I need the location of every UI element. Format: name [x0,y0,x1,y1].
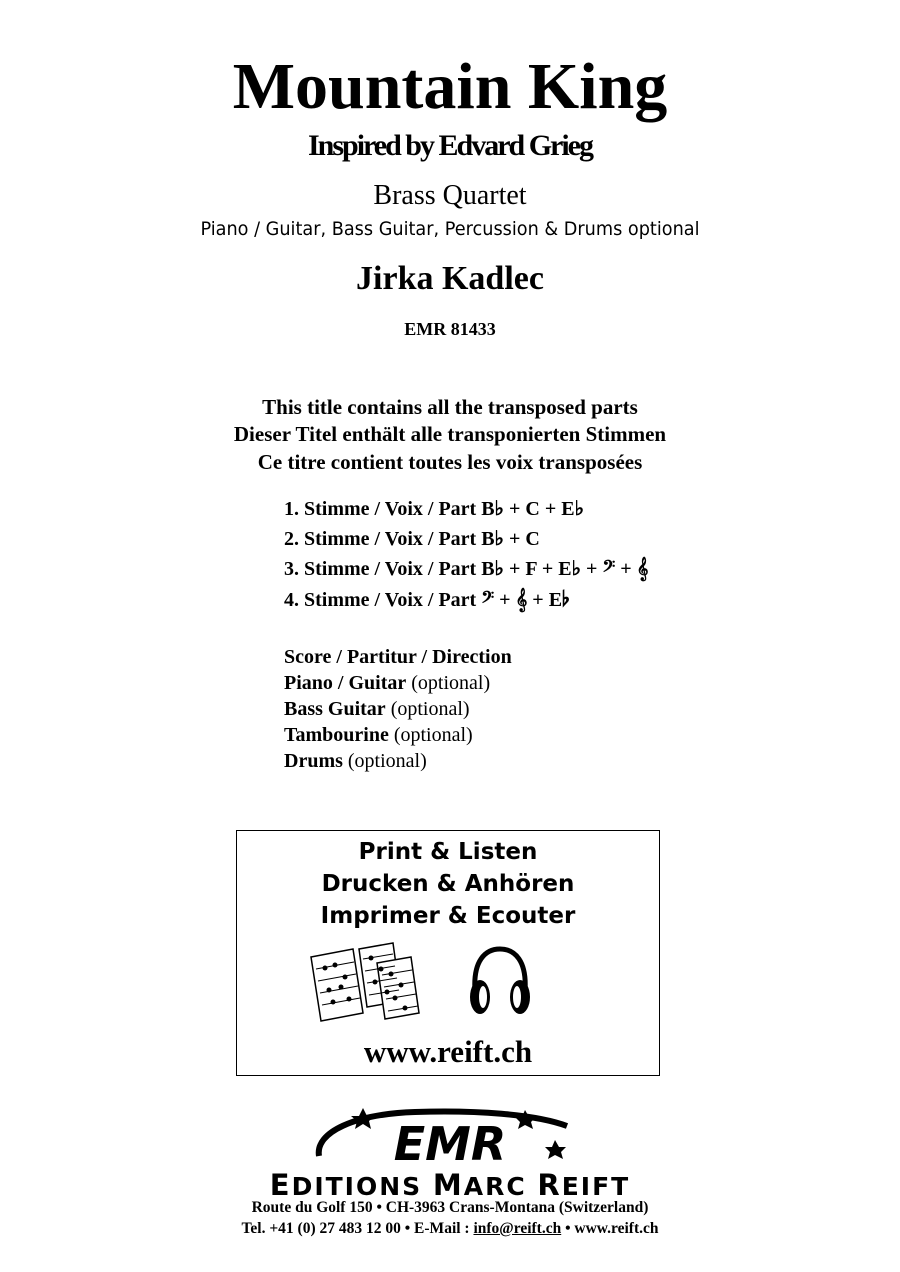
headphones-icon [467,943,533,1021]
part-2-prefix: 2. Stimme / Voix / Part [284,528,477,550]
publisher-address: Route du Golf 150 • CH-3963 Crans-Montana (Switzerland) [251,1199,649,1216]
publisher-contact [0,1219,900,1239]
ensemble: Brass Quartet [373,180,527,211]
content-piano-guitar-label: Piano / Guitar [284,672,407,694]
part-3-prefix: 3. Stimme / Voix / Part [284,558,477,580]
composer: Jirka Kadlec [356,260,544,297]
part-4-keys: 𝄢 + 𝄞 + E♭ [481,589,570,611]
page-title: Mountain King [232,50,668,123]
content-piano-guitar-note: (optional) [411,672,491,694]
part-2 [284,526,540,552]
content-drums-label: Drums [284,750,343,772]
publisher-name-ditions: DITIONS [291,1172,433,1201]
content-tambourine-note: (optional) [393,724,473,746]
publisher-name-eift: EIFT [561,1172,631,1201]
promo-url[interactable]: www.reift.ch [363,1034,533,1069]
content-drums-note: (optional) [347,750,427,772]
publisher-name-r: R [537,1168,562,1202]
part-1 [284,496,584,522]
subtitle: Inspired by Edvard Grieg [307,129,592,162]
emr-logo-text: EMR [393,1117,507,1170]
sheet-music-icon [307,941,422,1023]
content-bass-guitar-note: (optional) [390,698,470,720]
publisher-email-link[interactable]: info@reift.ch [473,1220,562,1237]
promo-line-french: Imprimer & Ecouter [320,903,576,929]
publisher-tel: Tel. +41 (0) 27 483 12 00 • E-Mail : [241,1220,470,1237]
content-tambourine [284,722,473,748]
publisher-name-m: M [432,1168,464,1202]
content-drums [284,748,427,774]
promo-line-english: Print & Listen [358,839,538,865]
content-tambourine-label: Tambourine [284,724,389,746]
part-4 [284,587,569,613]
part-4-prefix: 4. Stimme / Voix / Part [284,589,477,611]
publisher-name-arc: ARC [463,1172,538,1201]
part-1-keys: B♭ + C + E♭ [481,498,585,520]
part-1-prefix: 1. Stimme / Voix / Part [284,498,477,520]
publisher-web[interactable]: • www.reift.ch [565,1220,659,1237]
content-score-label: Score / Partitur / Direction [284,646,512,668]
content-bass-guitar [284,696,470,722]
content-piano-guitar [284,670,490,696]
part-3-keys: B♭ + F + E♭ + 𝄢 + 𝄞 [481,558,649,580]
notice-french: Ce titre contient toutes les voix transposées [257,450,643,474]
content-bass-guitar-label: Bass Guitar [284,698,386,720]
notice-german: Dieser Titel enthält alle transponierten Stimmen [233,422,667,446]
emr-logo [305,1104,595,1170]
promo-line-german: Drucken & Anhören [321,871,575,897]
part-2-keys: B♭ + C [481,528,540,550]
catalog-number: EMR 81433 [404,319,496,339]
publisher-name-e: E [269,1168,292,1202]
print-listen-box [236,830,660,1076]
notice-english: This title contains all the transposed parts [262,395,638,419]
content-score [284,644,512,670]
part-3 [284,556,649,582]
optional-instruments: Piano / Guitar, Bass Guitar, Percussion & Drums optional [200,218,700,240]
